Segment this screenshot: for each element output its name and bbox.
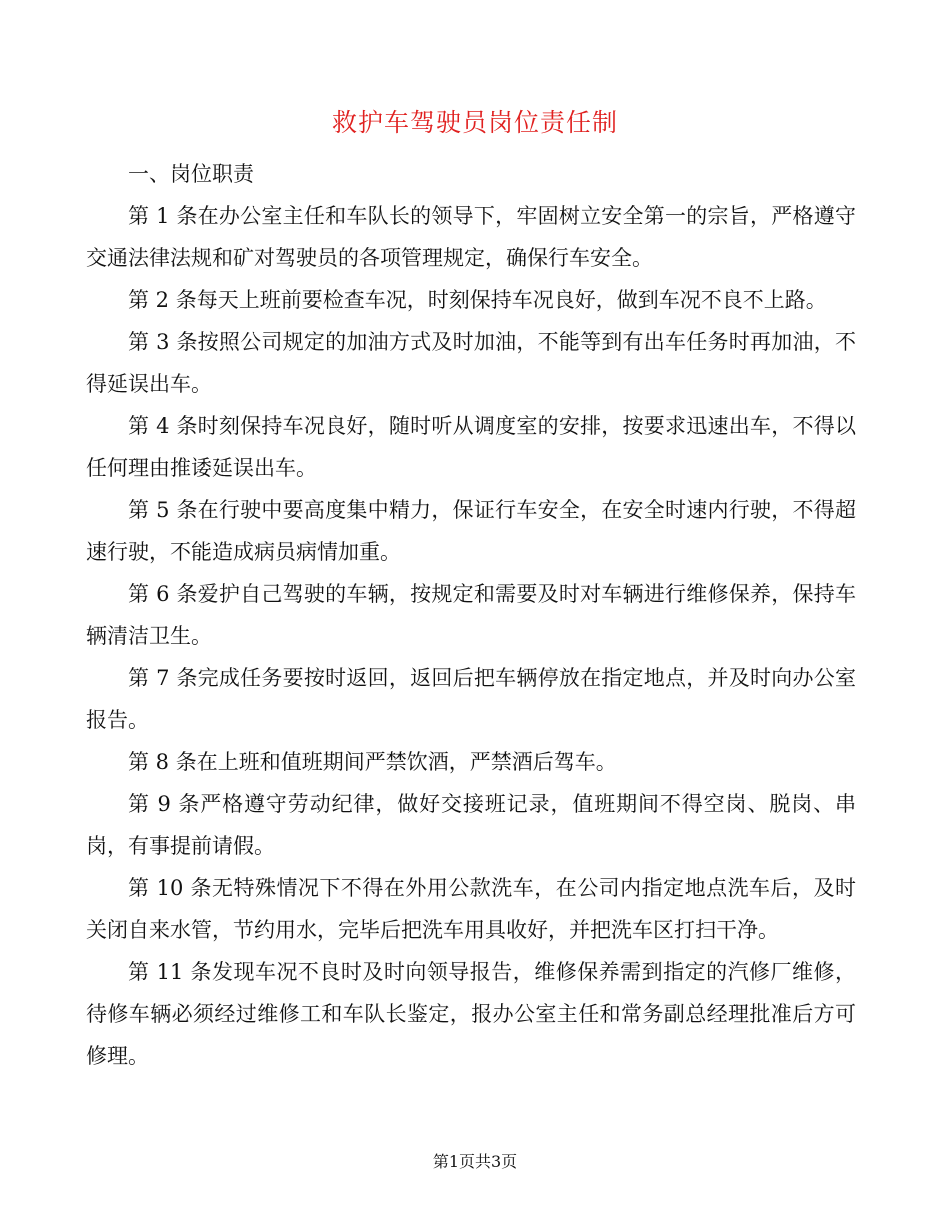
article-8: 第 8 条在上班和值班期间严禁饮酒，严禁酒后驾车。 bbox=[128, 750, 617, 774]
article-7: 第 7 条完成任务要按时返回，返回后把车辆停放在指定地点，并及时向办公室报告。 bbox=[86, 666, 856, 732]
article-5: 第 5 条在行驶中要高度集中精力，保证行车安全，在安全时速内行驶，不得超速行驶，不能造成病员病情加重。 bbox=[86, 498, 856, 564]
article-2: 第 2 条每天上班前要检查车况，时刻保持车况良好，做到车况不良不上路。 bbox=[128, 288, 827, 312]
article-11: 第 11 条发现车况不良时及时向领导报告，维修保养需到指定的汽修厂维修，待修车辆必须经过维修工和车队长鉴定，报办公室主任和常务副总经理批准后方可修理。 bbox=[86, 960, 856, 1068]
article-4: 第 4 条时刻保持车况良好，随时听从调度室的安排，按要求迅速出车，不得以任何理由推诿延误出车。 bbox=[86, 414, 856, 480]
article-9: 第 9 条严格遵守劳动纪律，做好交接班记录，值班期间不得空岗、脱岗、串岗，有事提前请假。 bbox=[86, 792, 856, 858]
section-heading: 一、岗位职责 bbox=[128, 162, 254, 186]
article-6: 第 6 条爱护自己驾驶的车辆，按规定和需要及时对车辆进行维修保养，保持车辆清洁卫生。 bbox=[86, 582, 856, 648]
article-3: 第 3 条按照公司规定的加油方式及时加油，不能等到有出车任务时再加油，不得延误出车。 bbox=[86, 330, 856, 396]
document-body bbox=[86, 153, 856, 1077]
page-number-footer: 第1页共3页 bbox=[432, 1152, 518, 1171]
article-1: 第 1 条在办公室主任和车队长的领导下，牢固树立安全第一的宗旨，严格遵守交通法律法规和矿对驾驶员的各项管理规定，确保行车安全。 bbox=[86, 204, 856, 270]
article-10: 第 10 条无特殊情况下不得在外用公款洗车，在公司内指定地点洗车后，及时关闭自来水管，节约用水，完毕后把洗车用具收好，并把洗车区打扫干净。 bbox=[86, 876, 856, 942]
document-title: 救护车驾驶员岗位责任制 bbox=[331, 108, 618, 137]
